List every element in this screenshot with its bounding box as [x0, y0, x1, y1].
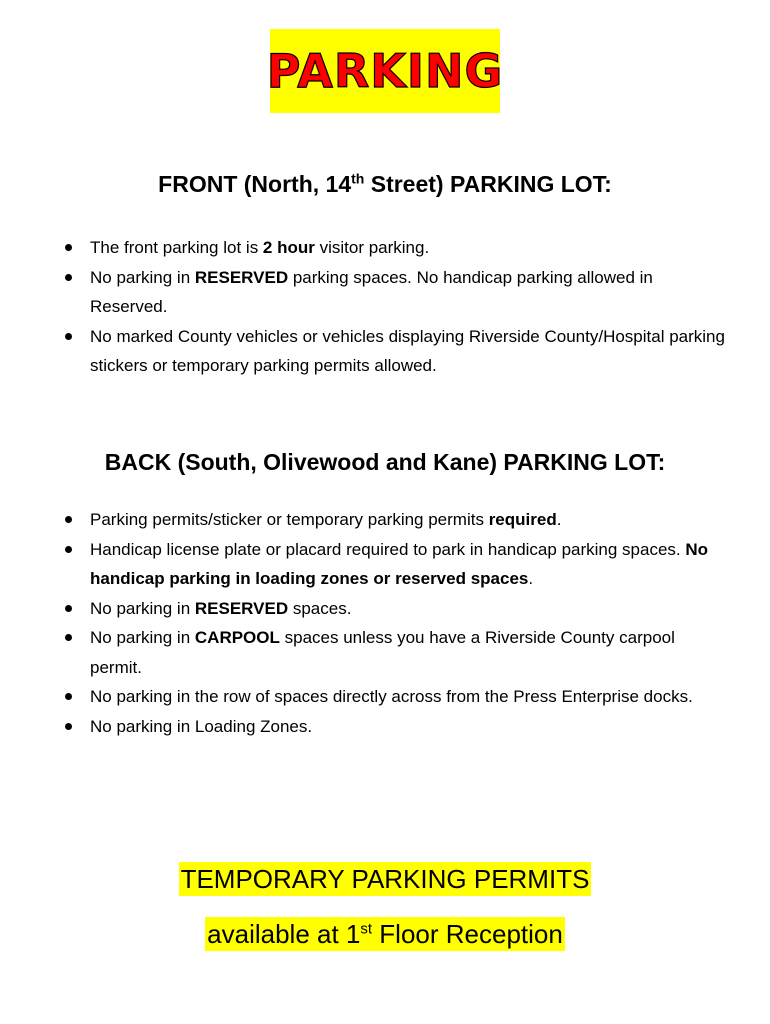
bullet-icon [65, 274, 72, 281]
front-lot-heading [0, 171, 770, 198]
bullet-icon [65, 333, 72, 340]
reception-text: available at 1st Floor Reception [207, 919, 563, 949]
bullet-icon [65, 516, 72, 523]
back-lot-rules [65, 505, 725, 741]
page-title: PARKING [266, 44, 504, 98]
bullet-icon [65, 723, 72, 730]
list-item: Handicap license plate or placard required to park in handicap parking spaces. No handicap parking in loading zones or reserved spaces. [65, 535, 725, 594]
front-lot-rules [65, 233, 725, 381]
list-item: No marked County vehicles or vehicles displaying Riverside County/Hospital parking stickers or temporary parking permits allowed. [65, 322, 725, 381]
temporary-permits-line [0, 864, 770, 895]
list-item: Parking permits/sticker or temporary parking permits required. [65, 505, 725, 535]
front-heading-post: Street) PARKING LOT: [364, 171, 612, 197]
bullet-icon [65, 605, 72, 612]
front-heading-sup: th [351, 170, 365, 187]
temporary-permits-text: TEMPORARY PARKING PERMITS [180, 864, 590, 894]
list-item: No parking in Loading Zones. [65, 712, 725, 742]
bullet-icon [65, 244, 72, 251]
list-item: The front parking lot is 2 hour visitor parking. [65, 233, 725, 263]
list-item: No parking in the row of spaces directly across from the Press Enterprise docks. [65, 682, 725, 712]
bullet-icon [65, 634, 72, 641]
bullet-icon [65, 693, 72, 700]
title-banner [266, 29, 504, 113]
bullet-icon [65, 546, 72, 553]
front-heading-pre: FRONT (North, 14 [158, 171, 352, 197]
list-item: No parking in RESERVED spaces. [65, 594, 725, 624]
reception-line [0, 919, 770, 950]
list-item: No parking in CARPOOL spaces unless you have a Riverside County carpool permit. [65, 623, 725, 682]
back-lot-heading: BACK (South, Olivewood and Kane) PARKING LOT: [104, 449, 666, 475]
list-item: No parking in RESERVED parking spaces. No handicap parking allowed in Reserved. [65, 263, 725, 322]
